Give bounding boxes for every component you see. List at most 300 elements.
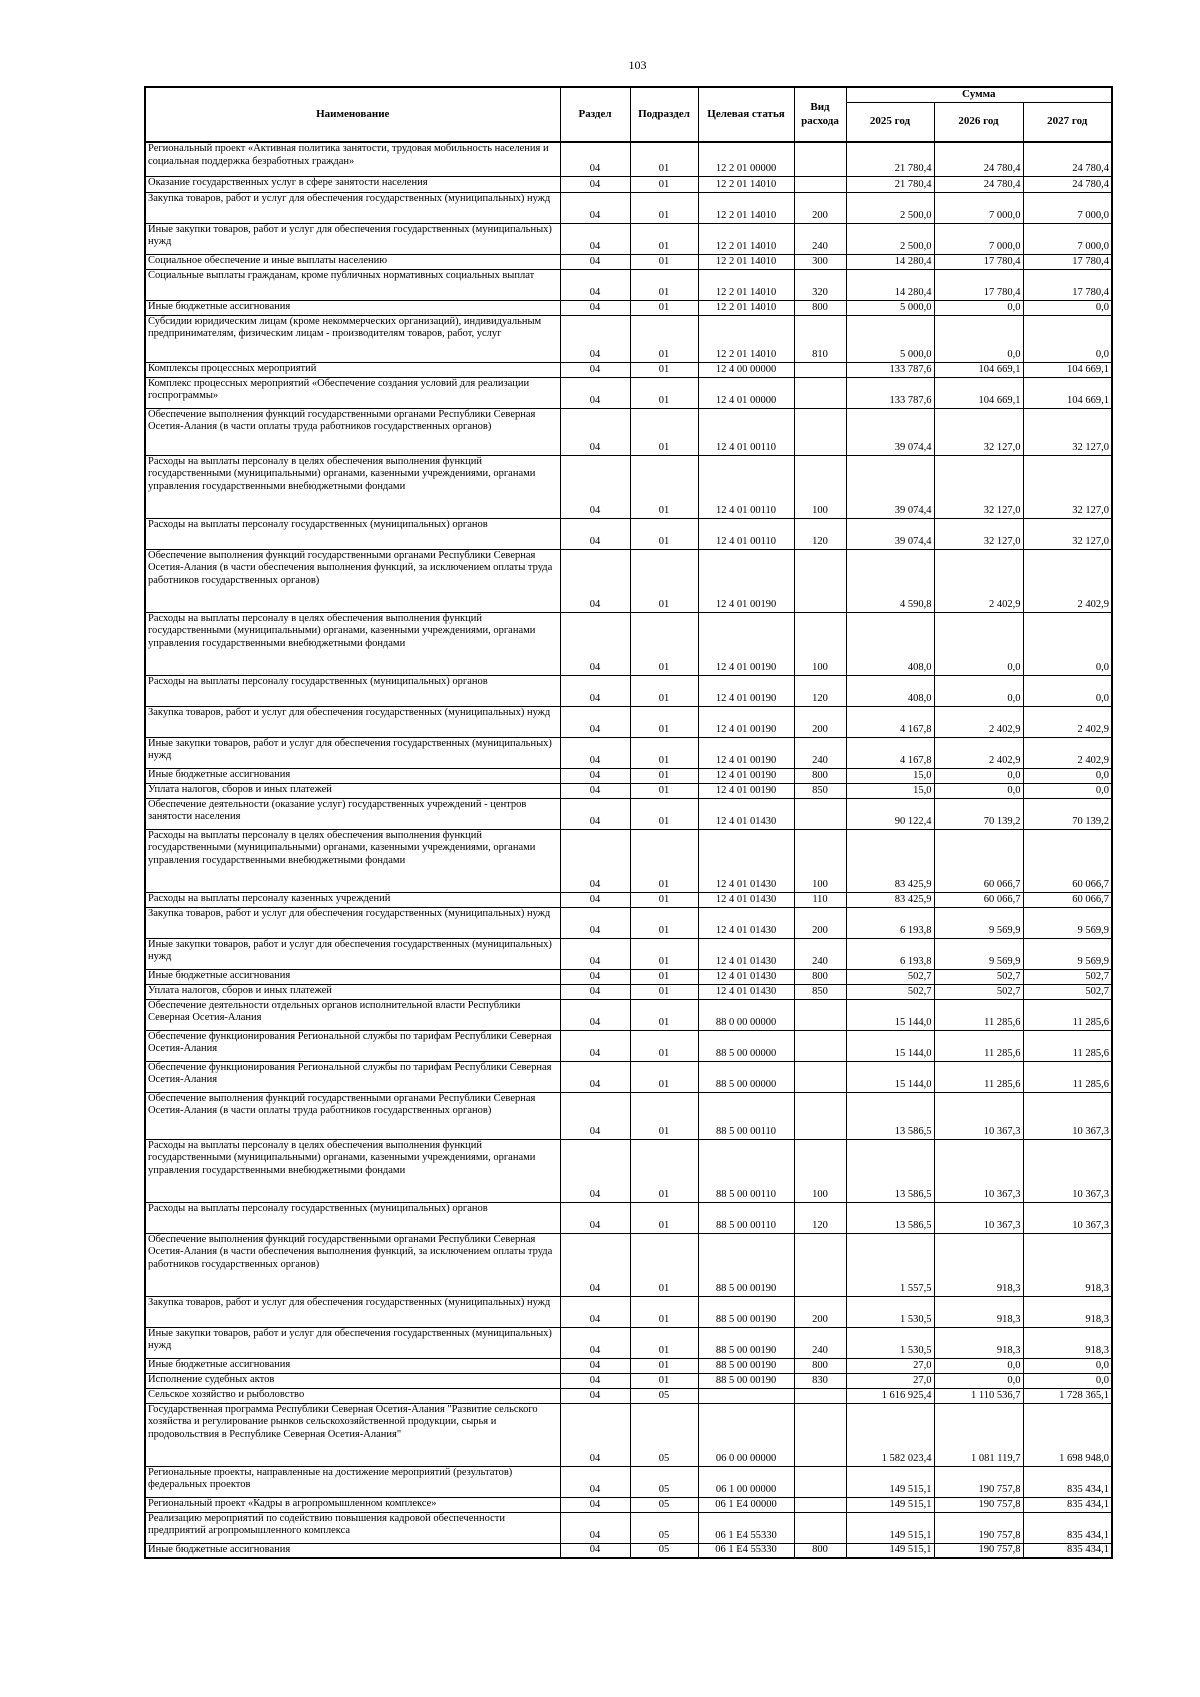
cell-razdel: 04	[560, 783, 630, 798]
table-header	[145, 87, 1112, 142]
cell-sum-2025: 149 515,1	[846, 1466, 934, 1497]
cell-sum-2025: 39 074,4	[846, 455, 934, 518]
table-row	[145, 223, 1112, 254]
cell-sum-2025: 6 193,8	[846, 938, 934, 969]
cell-sum-2026: 10 367,3	[934, 1092, 1023, 1139]
cell-razdel: 04	[560, 984, 630, 999]
table-row	[145, 768, 1112, 783]
cell-podrazdel: 01	[630, 518, 698, 549]
cell-name: Закупка товаров, работ и услуг для обеспечения государственных (муниципальных) нужд	[145, 1296, 560, 1327]
cell-name: Иные бюджетные ассигнования	[145, 1543, 560, 1558]
cell-sum-2026: 1 081 119,7	[934, 1403, 1023, 1466]
cell-name: Иные закупки товаров, работ и услуг для обеспечения государственных (муниципальных) нужд	[145, 1327, 560, 1358]
cell-expense-type: 800	[794, 300, 846, 315]
cell-sum-2027: 32 127,0	[1023, 518, 1112, 549]
cell-podrazdel: 01	[630, 1373, 698, 1388]
cell-sum-2027: 7 000,0	[1023, 192, 1112, 223]
cell-target-article: 88 5 00 00110	[698, 1139, 794, 1202]
cell-sum-2027: 918,3	[1023, 1327, 1112, 1358]
cell-podrazdel: 01	[630, 907, 698, 938]
cell-target-article: 88 5 00 00000	[698, 1061, 794, 1092]
cell-sum-2025: 39 074,4	[846, 518, 934, 549]
cell-target-article: 12 2 01 14010	[698, 192, 794, 223]
cell-podrazdel: 01	[630, 1233, 698, 1296]
cell-podrazdel: 01	[630, 142, 698, 176]
cell-podrazdel: 01	[630, 892, 698, 907]
cell-razdel: 04	[560, 737, 630, 768]
cell-name: Уплата налогов, сборов и иных платежей	[145, 984, 560, 999]
cell-target-article: 12 4 01 01430	[698, 969, 794, 984]
cell-razdel: 04	[560, 518, 630, 549]
cell-target-article: 88 5 00 00190	[698, 1233, 794, 1296]
cell-sum-2025: 15,0	[846, 783, 934, 798]
cell-name: Расходы на выплаты персоналу государственных (муниципальных) органов	[145, 675, 560, 706]
cell-sum-2026: 9 569,9	[934, 907, 1023, 938]
budget-table	[144, 86, 1113, 1559]
cell-expense-type: 300	[794, 254, 846, 269]
cell-name: Социальные выплаты гражданам, кроме публичных нормативных социальных выплат	[145, 269, 560, 300]
cell-sum-2026: 918,3	[934, 1233, 1023, 1296]
cell-expense-type	[794, 1388, 846, 1403]
cell-sum-2027: 24 780,4	[1023, 176, 1112, 192]
cell-sum-2026: 70 139,2	[934, 798, 1023, 829]
cell-sum-2025: 21 780,4	[846, 176, 934, 192]
header-razdel: Раздел	[560, 87, 630, 142]
cell-podrazdel: 01	[630, 192, 698, 223]
cell-name: Расходы на выплаты персоналу казенных учреждений	[145, 892, 560, 907]
cell-podrazdel: 01	[630, 377, 698, 408]
table-row	[145, 1497, 1112, 1512]
table-row	[145, 1327, 1112, 1358]
cell-sum-2026: 0,0	[934, 675, 1023, 706]
cell-sum-2027: 9 569,9	[1023, 907, 1112, 938]
cell-razdel: 04	[560, 1030, 630, 1061]
cell-name: Сельское хозяйство и рыболовство	[145, 1388, 560, 1403]
cell-podrazdel: 01	[630, 455, 698, 518]
header-year-2026: 2026 год	[934, 103, 1023, 143]
cell-razdel: 04	[560, 408, 630, 455]
cell-expense-type: 200	[794, 706, 846, 737]
cell-sum-2027: 0,0	[1023, 675, 1112, 706]
cell-name: Субсидии юридическим лицам (кроме некоммерческих организаций), индивидуальным предпринимателям, физическим лицам - производителям товаров, работ, услуг	[145, 315, 560, 362]
cell-sum-2025: 2 500,0	[846, 192, 934, 223]
cell-razdel: 04	[560, 969, 630, 984]
cell-sum-2026: 0,0	[934, 315, 1023, 362]
cell-razdel: 04	[560, 1358, 630, 1373]
table-row	[145, 1358, 1112, 1373]
cell-sum-2026: 2 402,9	[934, 549, 1023, 612]
cell-name: Обеспечение выполнения функций государственными органами Республики Северная Осетия-Алания (в части обеспечения выполнения функций, за исключением оплаты труда работников государственных органов)	[145, 1233, 560, 1296]
table-row	[145, 408, 1112, 455]
cell-razdel: 04	[560, 549, 630, 612]
cell-podrazdel: 01	[630, 1092, 698, 1139]
cell-target-article: 88 5 00 00190	[698, 1373, 794, 1388]
cell-expense-type: 200	[794, 192, 846, 223]
table-row	[145, 192, 1112, 223]
table-row	[145, 938, 1112, 969]
cell-sum-2026: 7 000,0	[934, 223, 1023, 254]
cell-sum-2026: 10 367,3	[934, 1202, 1023, 1233]
cell-sum-2027: 918,3	[1023, 1296, 1112, 1327]
cell-podrazdel: 01	[630, 1202, 698, 1233]
cell-name: Региональный проект «Кадры в агропромышленном комплексе»	[145, 1497, 560, 1512]
cell-target-article: 12 4 01 00190	[698, 783, 794, 798]
cell-sum-2027: 60 066,7	[1023, 829, 1112, 892]
cell-razdel: 04	[560, 1327, 630, 1358]
cell-podrazdel: 05	[630, 1543, 698, 1558]
cell-sum-2026: 11 285,6	[934, 999, 1023, 1030]
cell-expense-type: 100	[794, 455, 846, 518]
table-body	[145, 142, 1112, 1558]
cell-target-article: 12 4 01 01430	[698, 938, 794, 969]
cell-sum-2026: 104 669,1	[934, 377, 1023, 408]
cell-name: Закупка товаров, работ и услуг для обеспечения государственных (муниципальных) нужд	[145, 706, 560, 737]
cell-name: Иные закупки товаров, работ и услуг для обеспечения государственных (муниципальных) нужд	[145, 737, 560, 768]
cell-target-article: 06 0 00 00000	[698, 1403, 794, 1466]
table-row	[145, 706, 1112, 737]
cell-sum-2025: 90 122,4	[846, 798, 934, 829]
cell-name: Обеспечение функционирования Региональной службы по тарифам Республики Северная Осетия-Алания	[145, 1030, 560, 1061]
cell-sum-2027: 10 367,3	[1023, 1092, 1112, 1139]
cell-sum-2027: 17 780,4	[1023, 269, 1112, 300]
cell-sum-2025: 83 425,9	[846, 829, 934, 892]
cell-name: Расходы на выплаты персоналу государственных (муниципальных) органов	[145, 1202, 560, 1233]
cell-target-article: 12 2 01 00000	[698, 142, 794, 176]
table-row	[145, 783, 1112, 798]
table-row	[145, 1202, 1112, 1233]
table-row	[145, 455, 1112, 518]
cell-target-article: 12 2 01 14010	[698, 269, 794, 300]
cell-podrazdel: 01	[630, 269, 698, 300]
table-row	[145, 1296, 1112, 1327]
cell-target-article: 12 4 01 00190	[698, 675, 794, 706]
cell-sum-2026: 17 780,4	[934, 254, 1023, 269]
cell-podrazdel: 05	[630, 1388, 698, 1403]
cell-sum-2026: 24 780,4	[934, 176, 1023, 192]
table-row	[145, 377, 1112, 408]
cell-name: Иные бюджетные ассигнования	[145, 969, 560, 984]
cell-sum-2025: 2 500,0	[846, 223, 934, 254]
cell-sum-2027: 1 728 365,1	[1023, 1388, 1112, 1403]
cell-target-article: 06 1 E4 00000	[698, 1497, 794, 1512]
cell-target-article: 06 1 E4 55330	[698, 1512, 794, 1543]
cell-sum-2025: 14 280,4	[846, 269, 934, 300]
cell-razdel: 04	[560, 1061, 630, 1092]
cell-sum-2026: 2 402,9	[934, 737, 1023, 768]
table-row	[145, 1139, 1112, 1202]
cell-podrazdel: 05	[630, 1403, 698, 1466]
cell-target-article: 88 5 00 00190	[698, 1327, 794, 1358]
cell-name: Комплексы процессных мероприятий	[145, 362, 560, 377]
cell-name: Комплекс процессных мероприятий «Обеспечение создания условий для реализации госпрограммы»	[145, 377, 560, 408]
cell-sum-2027: 11 285,6	[1023, 999, 1112, 1030]
cell-name: Закупка товаров, работ и услуг для обеспечения государственных (муниципальных) нужд	[145, 192, 560, 223]
cell-razdel: 04	[560, 1139, 630, 1202]
cell-podrazdel: 01	[630, 254, 698, 269]
cell-name: Обеспечение выполнения функций государственными органами Республики Северная Осетия-Алания (в части оплаты труда работников государственных органов)	[145, 408, 560, 455]
header-expense-type: Вид расхода	[794, 87, 846, 142]
cell-razdel: 04	[560, 176, 630, 192]
cell-sum-2027: 10 367,3	[1023, 1139, 1112, 1202]
cell-sum-2025: 1 530,5	[846, 1327, 934, 1358]
cell-razdel: 04	[560, 192, 630, 223]
cell-target-article: 88 5 00 00110	[698, 1202, 794, 1233]
cell-sum-2025: 15,0	[846, 768, 934, 783]
cell-sum-2025: 21 780,4	[846, 142, 934, 176]
cell-expense-type	[794, 1403, 846, 1466]
cell-sum-2026: 0,0	[934, 1358, 1023, 1373]
table-row	[145, 362, 1112, 377]
cell-name: Расходы на выплаты персоналу в целях обеспечения выполнения функций государственными (муниципальными) органами, казенными учреждениями, органами управления государственными внебюджетными фондами	[145, 612, 560, 675]
cell-sum-2027: 0,0	[1023, 1358, 1112, 1373]
cell-sum-2025: 4 590,8	[846, 549, 934, 612]
cell-expense-type: 120	[794, 518, 846, 549]
cell-expense-type	[794, 1497, 846, 1512]
cell-sum-2026: 7 000,0	[934, 192, 1023, 223]
cell-name: Расходы на выплаты персоналу в целях обеспечения выполнения функций государственными (муниципальными) органами, казенными учреждениями, органами управления государственными внебюджетными фондами	[145, 455, 560, 518]
cell-target-article: 12 2 01 14010	[698, 315, 794, 362]
table-row	[145, 269, 1112, 300]
cell-target-article: 12 4 01 01430	[698, 984, 794, 999]
cell-expense-type	[794, 1466, 846, 1497]
cell-sum-2026: 11 285,6	[934, 1030, 1023, 1061]
cell-sum-2027: 104 669,1	[1023, 377, 1112, 408]
cell-razdel: 04	[560, 377, 630, 408]
cell-sum-2027: 0,0	[1023, 1373, 1112, 1388]
cell-name: Региональный проект «Активная политика занятости, трудовая мобильность населения и социальная поддержка безработных граждан»	[145, 142, 560, 176]
cell-expense-type	[794, 999, 846, 1030]
table-row	[145, 892, 1112, 907]
cell-target-article: 06 1 00 00000	[698, 1466, 794, 1497]
cell-sum-2025: 5 000,0	[846, 300, 934, 315]
cell-podrazdel: 05	[630, 1466, 698, 1497]
cell-target-article: 12 4 01 00110	[698, 455, 794, 518]
cell-sum-2025: 1 530,5	[846, 1296, 934, 1327]
cell-sum-2025: 13 586,5	[846, 1092, 934, 1139]
cell-expense-type: 120	[794, 675, 846, 706]
cell-sum-2026: 0,0	[934, 768, 1023, 783]
header-target-article: Целевая статья	[698, 87, 794, 142]
cell-expense-type: 240	[794, 1327, 846, 1358]
cell-target-article	[698, 1388, 794, 1403]
cell-razdel: 04	[560, 1233, 630, 1296]
cell-razdel: 04	[560, 1092, 630, 1139]
cell-name: Реализацию мероприятий по содействию повышения кадровой обеспеченности предприятий агропромышленного комплекса	[145, 1512, 560, 1543]
cell-expense-type	[794, 1030, 846, 1061]
table-row	[145, 1512, 1112, 1543]
cell-sum-2027: 11 285,6	[1023, 1030, 1112, 1061]
cell-razdel: 04	[560, 362, 630, 377]
cell-target-article: 88 5 00 00190	[698, 1358, 794, 1373]
table-row	[145, 1233, 1112, 1296]
cell-expense-type	[794, 142, 846, 176]
cell-razdel: 04	[560, 612, 630, 675]
cell-razdel: 04	[560, 1373, 630, 1388]
cell-sum-2026: 17 780,4	[934, 269, 1023, 300]
cell-sum-2025: 83 425,9	[846, 892, 934, 907]
table-row	[145, 612, 1112, 675]
cell-target-article: 12 4 01 01430	[698, 907, 794, 938]
cell-target-article: 88 0 00 00000	[698, 999, 794, 1030]
cell-target-article: 12 4 01 00190	[698, 706, 794, 737]
table-row	[145, 798, 1112, 829]
table-row	[145, 300, 1112, 315]
cell-razdel: 04	[560, 269, 630, 300]
cell-sum-2025: 4 167,8	[846, 737, 934, 768]
cell-podrazdel: 01	[630, 362, 698, 377]
cell-sum-2026: 11 285,6	[934, 1061, 1023, 1092]
cell-name: Обеспечение деятельности отдельных органов исполнительной власти Республики Северная Осетия-Алания	[145, 999, 560, 1030]
cell-sum-2026: 9 569,9	[934, 938, 1023, 969]
cell-razdel: 04	[560, 254, 630, 269]
header-sum: Сумма	[846, 87, 1112, 103]
cell-expense-type: 240	[794, 737, 846, 768]
cell-sum-2027: 1 698 948,0	[1023, 1403, 1112, 1466]
table-row	[145, 549, 1112, 612]
cell-name: Государственная программа Республики Северная Осетия-Алания "Развитие сельского хозяйства и регулирование рынков сельскохозяйственной продукции, сырья и продовольствия в Республике Северная Осетия-Алания"	[145, 1403, 560, 1466]
cell-expense-type	[794, 362, 846, 377]
cell-name: Уплата налогов, сборов и иных платежей	[145, 783, 560, 798]
cell-sum-2027: 104 669,1	[1023, 362, 1112, 377]
cell-sum-2025: 408,0	[846, 612, 934, 675]
cell-razdel: 04	[560, 455, 630, 518]
table-row	[145, 984, 1112, 999]
cell-expense-type: 800	[794, 768, 846, 783]
cell-sum-2027: 502,7	[1023, 984, 1112, 999]
cell-razdel: 04	[560, 999, 630, 1030]
cell-name: Иные закупки товаров, работ и услуг для обеспечения государственных (муниципальных) нужд	[145, 938, 560, 969]
cell-podrazdel: 05	[630, 1512, 698, 1543]
cell-podrazdel: 01	[630, 798, 698, 829]
cell-sum-2026: 0,0	[934, 783, 1023, 798]
cell-podrazdel: 01	[630, 1030, 698, 1061]
cell-sum-2025: 149 515,1	[846, 1497, 934, 1512]
cell-podrazdel: 01	[630, 938, 698, 969]
cell-target-article: 12 4 01 00110	[698, 408, 794, 455]
cell-expense-type: 320	[794, 269, 846, 300]
cell-sum-2025: 14 280,4	[846, 254, 934, 269]
cell-sum-2027: 0,0	[1023, 300, 1112, 315]
cell-target-article: 12 4 01 00190	[698, 737, 794, 768]
cell-razdel: 04	[560, 223, 630, 254]
cell-expense-type: 100	[794, 1139, 846, 1202]
cell-podrazdel: 01	[630, 300, 698, 315]
cell-expense-type: 800	[794, 969, 846, 984]
cell-expense-type: 810	[794, 315, 846, 362]
cell-sum-2025: 15 144,0	[846, 999, 934, 1030]
cell-podrazdel: 01	[630, 176, 698, 192]
cell-expense-type: 830	[794, 1373, 846, 1388]
cell-razdel: 04	[560, 768, 630, 783]
cell-sum-2027: 0,0	[1023, 315, 1112, 362]
cell-podrazdel: 01	[630, 768, 698, 783]
table-row	[145, 907, 1112, 938]
cell-name: Обеспечение функционирования Региональной службы по тарифам Республики Северная Осетия-Алания	[145, 1061, 560, 1092]
cell-name: Расходы на выплаты персоналу государственных (муниципальных) органов	[145, 518, 560, 549]
cell-name: Оказание государственных услуг в сфере занятости населения	[145, 176, 560, 192]
cell-podrazdel: 01	[630, 1139, 698, 1202]
cell-sum-2025: 1 582 023,4	[846, 1403, 934, 1466]
table-row	[145, 315, 1112, 362]
cell-sum-2027: 918,3	[1023, 1233, 1112, 1296]
cell-sum-2026: 190 757,8	[934, 1543, 1023, 1558]
cell-podrazdel: 01	[630, 675, 698, 706]
cell-sum-2026: 32 127,0	[934, 455, 1023, 518]
cell-name: Закупка товаров, работ и услуг для обеспечения государственных (муниципальных) нужд	[145, 907, 560, 938]
cell-razdel: 04	[560, 798, 630, 829]
cell-podrazdel: 01	[630, 612, 698, 675]
cell-sum-2026: 0,0	[934, 300, 1023, 315]
cell-razdel: 04	[560, 907, 630, 938]
table-row	[145, 675, 1112, 706]
page-number: 103	[628, 58, 647, 72]
cell-expense-type	[794, 1512, 846, 1543]
cell-sum-2027: 10 367,3	[1023, 1202, 1112, 1233]
cell-expense-type: 850	[794, 783, 846, 798]
cell-expense-type: 100	[794, 612, 846, 675]
cell-target-article: 12 4 01 00190	[698, 612, 794, 675]
cell-sum-2026: 190 757,8	[934, 1497, 1023, 1512]
cell-sum-2027: 835 434,1	[1023, 1543, 1112, 1558]
cell-sum-2027: 0,0	[1023, 612, 1112, 675]
cell-expense-type	[794, 1061, 846, 1092]
cell-name: Расходы на выплаты персоналу в целях обеспечения выполнения функций государственными (муниципальными) органами, казенными учреждениями, органами управления государственными внебюджетными фондами	[145, 1139, 560, 1202]
cell-sum-2025: 6 193,8	[846, 907, 934, 938]
cell-sum-2026: 190 757,8	[934, 1512, 1023, 1543]
cell-razdel: 04	[560, 1403, 630, 1466]
table-row	[145, 969, 1112, 984]
cell-expense-type	[794, 176, 846, 192]
cell-razdel: 04	[560, 1497, 630, 1512]
cell-sum-2027: 502,7	[1023, 969, 1112, 984]
cell-podrazdel: 01	[630, 969, 698, 984]
cell-sum-2027: 32 127,0	[1023, 455, 1112, 518]
cell-sum-2027: 11 285,6	[1023, 1061, 1112, 1092]
cell-podrazdel: 01	[630, 408, 698, 455]
cell-sum-2027: 60 066,7	[1023, 892, 1112, 907]
table-row	[145, 1092, 1112, 1139]
cell-target-article: 12 2 01 14010	[698, 300, 794, 315]
cell-name: Иные бюджетные ассигнования	[145, 768, 560, 783]
cell-target-article: 12 4 01 00190	[698, 549, 794, 612]
cell-name: Иные бюджетные ассигнования	[145, 300, 560, 315]
cell-podrazdel: 01	[630, 706, 698, 737]
table-row	[145, 518, 1112, 549]
cell-sum-2026: 918,3	[934, 1327, 1023, 1358]
cell-sum-2025: 1 557,5	[846, 1233, 934, 1296]
cell-target-article: 12 4 01 01430	[698, 798, 794, 829]
cell-razdel: 04	[560, 300, 630, 315]
cell-sum-2027: 24 780,4	[1023, 142, 1112, 176]
cell-razdel: 04	[560, 142, 630, 176]
cell-sum-2027: 17 780,4	[1023, 254, 1112, 269]
cell-expense-type: 200	[794, 907, 846, 938]
cell-sum-2025: 502,7	[846, 984, 934, 999]
cell-podrazdel: 01	[630, 984, 698, 999]
cell-name: Иные бюджетные ассигнования	[145, 1358, 560, 1373]
cell-podrazdel: 01	[630, 549, 698, 612]
cell-sum-2027: 70 139,2	[1023, 798, 1112, 829]
cell-razdel: 04	[560, 1202, 630, 1233]
cell-razdel: 04	[560, 1296, 630, 1327]
cell-sum-2026: 2 402,9	[934, 706, 1023, 737]
table-row	[145, 1373, 1112, 1388]
cell-sum-2027: 0,0	[1023, 783, 1112, 798]
cell-sum-2025: 133 787,6	[846, 377, 934, 408]
cell-name: Обеспечение выполнения функций государственными органами Республики Северная Осетия-Алания (в части оплаты труда работников государственных органов)	[145, 1092, 560, 1139]
cell-target-article: 12 2 01 14010	[698, 176, 794, 192]
cell-target-article: 12 2 01 14010	[698, 223, 794, 254]
